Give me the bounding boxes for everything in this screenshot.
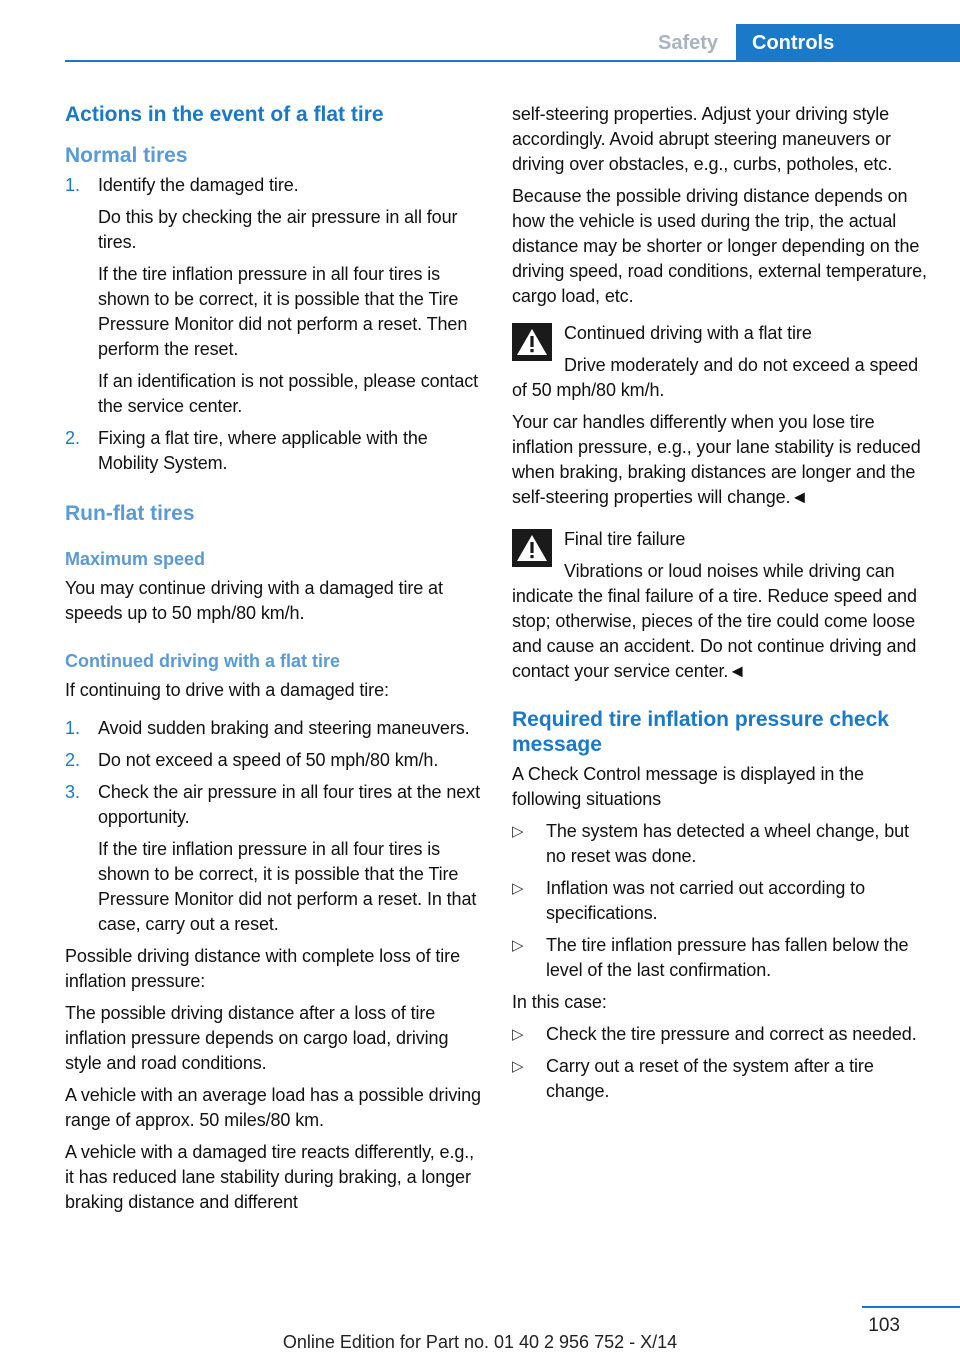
list-text: Avoid sudden braking and steering maneuvers. xyxy=(98,718,470,738)
paragraph: In this case: xyxy=(512,992,607,1012)
list-text: Check the air pressure in all four tires at the next opportunity. xyxy=(98,782,480,827)
check-message-heading: Required tire inflation pressure check message xyxy=(512,708,889,756)
bullet-item xyxy=(512,1054,932,1104)
list-item xyxy=(65,173,485,419)
runflat-heading: Run-flat tires xyxy=(65,502,195,525)
bullet-text: Check the tire pressure and correct as needed. xyxy=(546,1024,917,1044)
right-column xyxy=(512,102,932,1111)
paragraph: Because the possible driving distance depends on how the vehicle is used during the trip, the actual distance may be shorter or longer depending on the driving speed, road conditions, external temperature, cargo load, etc. xyxy=(512,186,927,306)
paragraph: self-steering properties. Adjust your driving style accordingly. Avoid abrupt steering maneuvers or driving over obstacles, e.g., curbs, potholes, etc. xyxy=(512,104,893,174)
paragraph: A Check Control message is displayed in the following situations xyxy=(512,764,864,809)
bullet-item xyxy=(512,819,932,869)
max-speed-heading: Maximum speed xyxy=(65,549,206,569)
list-text: Identify the damaged tire. xyxy=(98,175,299,195)
warning-box xyxy=(512,527,932,684)
left-column xyxy=(65,102,485,1222)
warning-title: Continued driving with a flat tire xyxy=(564,323,812,343)
bullet-text: Carry out a reset of the system after a tire change. xyxy=(546,1056,874,1101)
warning-box xyxy=(512,321,932,510)
paragraph: Possible driving distance with complete loss of tire inflation pressure: xyxy=(65,946,460,991)
bullet-triangle-icon: ▷ xyxy=(512,937,524,954)
list-number: 1. xyxy=(65,718,81,738)
section-title: Actions in the event of a flat tire xyxy=(65,103,384,126)
warning-title: Final tire failure xyxy=(564,529,686,549)
list-number: 3. xyxy=(65,782,81,802)
max-speed-text: You may continue driving with a damaged tire at speeds up to 50 mph/80 km/h. xyxy=(65,578,443,623)
warning-icon xyxy=(512,529,552,567)
bullet-item xyxy=(512,933,932,983)
list-text: Do this by checking the air pressure in all four tires. xyxy=(98,207,458,252)
list-item xyxy=(65,716,485,741)
bullet-triangle-icon: ▷ xyxy=(512,1026,524,1043)
list-item xyxy=(65,748,485,773)
bullet-item xyxy=(512,1022,932,1047)
bullet-triangle-icon: ▷ xyxy=(512,880,524,897)
list-text: Fixing a flat tire, where applicable with the Mobility System. xyxy=(98,428,428,473)
paragraph: A vehicle with an average load has a possible driving range of approx. 50 miles/80 km. xyxy=(65,1085,481,1130)
header-rule xyxy=(65,60,960,62)
list-item xyxy=(65,426,485,476)
bullet-item xyxy=(512,876,932,926)
edition-footer: Online Edition for Part no. 01 40 2 956 752 - X/14 xyxy=(282,1332,678,1352)
list-text: If an identification is not possible, please contact the service center. xyxy=(98,371,479,416)
bullet-triangle-icon: ▷ xyxy=(512,823,524,840)
paragraph: The possible driving distance after a loss of tire inflation pressure depends on cargo load, driving style and road conditions. xyxy=(65,1003,449,1073)
bullet-text: The tire inflation pressure has fallen below the level of the last confirmation. xyxy=(546,935,909,980)
header-tab-controls: Controls xyxy=(736,24,960,62)
warning-text: Drive moderately and do not exceed a speed of 50 mph/80 km/h. xyxy=(512,355,919,400)
list-number: 2. xyxy=(65,428,81,448)
list-text: Do not exceed a speed of 50 mph/80 km/h. xyxy=(98,750,439,770)
list-text: If the tire inflation pressure in all four tires is shown to be correct, it is possible that the Tire Pressure Monitor did not perform a reset. In that case, carry out a reset. xyxy=(98,839,477,934)
continued-driving-intro: If continuing to drive with a damaged tire: xyxy=(65,680,389,700)
bullet-text: The system has detected a wheel change, but no reset was done. xyxy=(546,821,909,866)
bullet-text: Inflation was not carried out according to specifications. xyxy=(546,878,865,923)
list-item xyxy=(65,780,485,937)
continued-driving-heading: Continued driving with a flat tire xyxy=(65,651,341,671)
footer-rule xyxy=(862,1306,960,1308)
header-tab-safety: Safety xyxy=(657,32,719,54)
warning-text: Vibrations or loud noises while driving can indicate the final failure of a tire. Reduce speed and stop; otherwise, pieces of the tire could come loose and cause an accident. Do not continue driving and contact your service center.◄ xyxy=(512,561,917,681)
warning-icon xyxy=(512,323,552,361)
bullet-triangle-icon: ▷ xyxy=(512,1058,524,1075)
warning-text: Your car handles differently when you lose tire inflation pressure, e.g., your lane stability is reduced when braking, braking distances are longer and the self-steering properties will change.◄ xyxy=(512,412,921,507)
list-number: 2. xyxy=(65,750,81,770)
paragraph: A vehicle with a damaged tire reacts differently, e.g., it has reduced lane stability during braking, a longer braking distance and different xyxy=(65,1142,475,1212)
normal-tires-heading: Normal tires xyxy=(65,144,188,167)
list-text: If the tire inflation pressure in all four tires is shown to be correct, it is possible that the Tire Pressure Monitor did not perform a reset. Then perform the reset. xyxy=(98,264,468,359)
page-number: 103 xyxy=(868,1315,900,1336)
list-number: 1. xyxy=(65,175,81,195)
